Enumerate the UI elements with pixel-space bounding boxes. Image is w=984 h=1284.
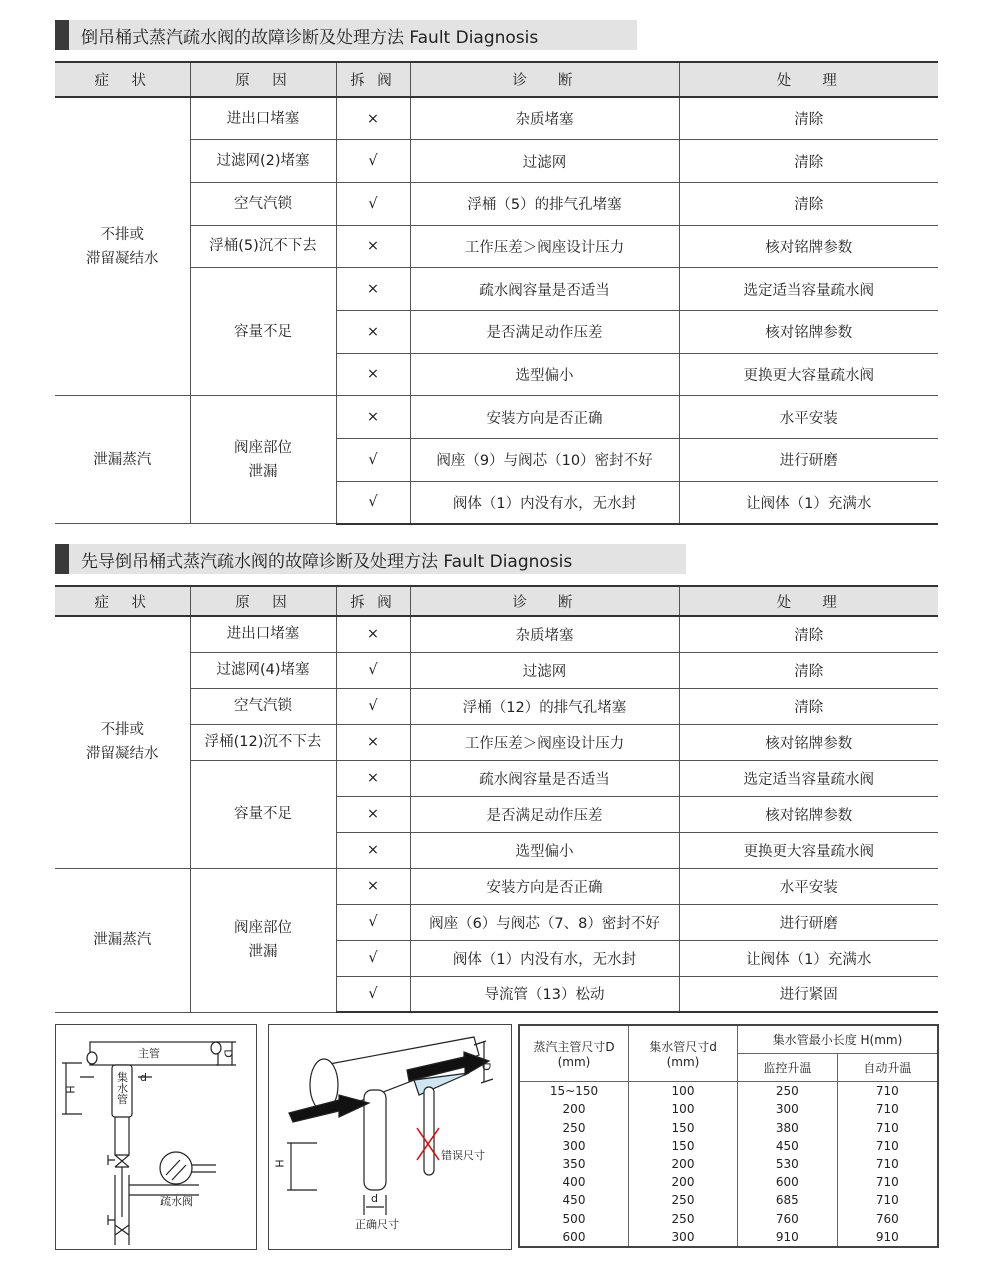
size-cell: 150 bbox=[629, 1137, 738, 1155]
cause-cell: 容量不足 bbox=[190, 268, 336, 396]
symptom-cell: 不排或 滞留凝结水 bbox=[55, 616, 190, 868]
remedy-cell: 让阀体（1）充满水 bbox=[679, 481, 938, 524]
correct-size-label: 正确尺寸 bbox=[355, 1218, 399, 1231]
diagnosis-cell: 过滤网 bbox=[410, 140, 679, 183]
cause-cell: 进出口堵塞 bbox=[190, 616, 336, 652]
size-cell: 300 bbox=[629, 1228, 738, 1247]
remedy-cell: 选定适当容量疏水阀 bbox=[679, 268, 938, 311]
diagnosis-cell: 导流管（13）松动 bbox=[410, 976, 679, 1012]
H-label: H bbox=[272, 1159, 286, 1168]
d-label: d bbox=[140, 1071, 147, 1084]
remove-mark: √ bbox=[336, 140, 410, 183]
cause-cell: 浮桶(5)沉不下去 bbox=[190, 225, 336, 268]
table-row bbox=[55, 616, 938, 652]
trap-label: 疏水阀 bbox=[160, 1195, 193, 1208]
cause-cell: 容量不足 bbox=[190, 760, 336, 868]
header-diagnosis: 诊 断 bbox=[410, 586, 679, 616]
remove-mark: × bbox=[336, 760, 410, 796]
title-marker bbox=[55, 20, 69, 50]
size-cell: 250 bbox=[738, 1082, 838, 1101]
section2-title-bar bbox=[55, 544, 686, 574]
section1-title-bar bbox=[55, 20, 637, 50]
remove-mark: × bbox=[336, 353, 410, 396]
remove-mark: × bbox=[336, 616, 410, 652]
remove-mark: √ bbox=[336, 940, 410, 976]
size-row bbox=[519, 1210, 938, 1228]
table-row bbox=[55, 97, 938, 140]
diagnosis-cell: 阀体（1）内没有水，无水封 bbox=[410, 940, 679, 976]
remove-mark: √ bbox=[336, 481, 410, 524]
remedy-cell: 水平安装 bbox=[679, 396, 938, 439]
size-cell: 600 bbox=[519, 1228, 629, 1247]
size-row bbox=[519, 1100, 938, 1118]
install-diagram-2 bbox=[268, 1024, 512, 1250]
size-cell: 760 bbox=[738, 1210, 838, 1228]
size-cell: 200 bbox=[629, 1173, 738, 1191]
diagnosis-cell: 浮桶（5）的排气孔堵塞 bbox=[410, 182, 679, 225]
install-diagram-1 bbox=[55, 1024, 257, 1250]
remedy-cell: 核对铭牌参数 bbox=[679, 225, 938, 268]
title-marker bbox=[55, 544, 69, 574]
fault-table-1 bbox=[55, 61, 938, 525]
diagnosis-cell: 是否满足动作压差 bbox=[410, 796, 679, 832]
cause-cell: 进出口堵塞 bbox=[190, 97, 336, 140]
size-row bbox=[519, 1155, 938, 1173]
diagnosis-cell: 阀座（6）与阀芯（7、8）密封不好 bbox=[410, 904, 679, 940]
size-cell: 200 bbox=[519, 1100, 629, 1118]
size-row bbox=[519, 1173, 938, 1191]
remedy-cell: 选定适当容量疏水阀 bbox=[679, 760, 938, 796]
header-remove: 拆 阀 bbox=[336, 62, 410, 97]
size-row bbox=[519, 1191, 938, 1209]
symptom-cell: 不排或 滞留凝结水 bbox=[55, 97, 190, 396]
size-table bbox=[518, 1024, 939, 1248]
size-cell: 710 bbox=[837, 1082, 938, 1101]
collector-label: 集 水 管 bbox=[117, 1071, 128, 1106]
diagnosis-cell: 工作压差＞阀座设计压力 bbox=[410, 724, 679, 760]
header-collector: 集水管尺寸d (mm) bbox=[629, 1025, 738, 1082]
size-cell: 200 bbox=[629, 1155, 738, 1173]
d-label: d bbox=[371, 1192, 378, 1205]
symptom-cell: 泄漏蒸汽 bbox=[55, 868, 190, 1012]
remove-mark: √ bbox=[336, 652, 410, 688]
remedy-cell: 进行紧固 bbox=[679, 976, 938, 1012]
diagnosis-cell: 阀体（1）内没有水，无水封 bbox=[410, 481, 679, 524]
diagnosis-cell: 是否满足动作压差 bbox=[410, 310, 679, 353]
header-min-length: 集水管最小长度 H(mm) bbox=[738, 1025, 939, 1053]
size-row bbox=[519, 1119, 938, 1137]
size-cell: 350 bbox=[519, 1155, 629, 1173]
size-cell: 710 bbox=[837, 1155, 938, 1173]
header-monitor: 监控升温 bbox=[738, 1053, 838, 1081]
cause-cell: 阀座部位 泄漏 bbox=[190, 396, 336, 524]
size-row bbox=[519, 1082, 938, 1101]
remedy-cell: 进行研磨 bbox=[679, 904, 938, 940]
diagnosis-cell: 选型偏小 bbox=[410, 353, 679, 396]
diagnosis-cell: 疏水阀容量是否适当 bbox=[410, 760, 679, 796]
D-label: D bbox=[221, 1049, 235, 1058]
remove-mark: √ bbox=[336, 688, 410, 724]
D-label: D bbox=[479, 1062, 493, 1071]
size-cell: 710 bbox=[837, 1191, 938, 1209]
fault-table-2 bbox=[55, 585, 938, 1013]
remedy-cell: 清除 bbox=[679, 182, 938, 225]
remove-mark: × bbox=[336, 225, 410, 268]
size-cell: 250 bbox=[519, 1119, 629, 1137]
size-cell: 100 bbox=[629, 1100, 738, 1118]
header-remedy: 处 理 bbox=[679, 586, 938, 616]
diagnosis-cell: 选型偏小 bbox=[410, 832, 679, 868]
size-cell: 250 bbox=[629, 1210, 738, 1228]
remedy-cell: 核对铭牌参数 bbox=[679, 310, 938, 353]
cause-cell: 浮桶(12)沉不下去 bbox=[190, 724, 336, 760]
remedy-cell: 更换更大容量疏水阀 bbox=[679, 353, 938, 396]
header-diagnosis: 诊 断 bbox=[410, 62, 679, 97]
size-cell: 15~150 bbox=[519, 1082, 629, 1101]
size-row bbox=[519, 1137, 938, 1155]
size-cell: 300 bbox=[519, 1137, 629, 1155]
size-cell: 450 bbox=[519, 1191, 629, 1209]
diagnosis-cell: 安装方向是否正确 bbox=[410, 396, 679, 439]
cause-cell: 空气汽锁 bbox=[190, 182, 336, 225]
diagnosis-cell: 安装方向是否正确 bbox=[410, 868, 679, 904]
size-cell: 685 bbox=[738, 1191, 838, 1209]
remedy-cell: 进行研磨 bbox=[679, 439, 938, 482]
diagnosis-cell: 杂质堵塞 bbox=[410, 616, 679, 652]
size-cell: 450 bbox=[738, 1137, 838, 1155]
section1-title: 倒吊桶式蒸汽疏水阀的故障诊断及处理方法 Fault Diagnosis bbox=[81, 27, 539, 48]
size-cell: 710 bbox=[837, 1100, 938, 1118]
main-pipe-label: 主管 bbox=[138, 1047, 160, 1060]
remedy-cell: 更换更大容量疏水阀 bbox=[679, 832, 938, 868]
remove-mark: √ bbox=[336, 439, 410, 482]
remove-mark: × bbox=[336, 396, 410, 439]
remove-mark: × bbox=[336, 796, 410, 832]
diagnosis-cell: 阀座（9）与阀芯（10）密封不好 bbox=[410, 439, 679, 482]
header-remedy: 处 理 bbox=[679, 62, 938, 97]
header-auto: 自动升温 bbox=[837, 1053, 938, 1081]
remove-mark: × bbox=[336, 724, 410, 760]
remedy-cell: 清除 bbox=[679, 140, 938, 183]
wrong-size-label: 错误尺寸 bbox=[441, 1149, 485, 1162]
size-cell: 910 bbox=[837, 1228, 938, 1247]
header-cause: 原 因 bbox=[190, 62, 336, 97]
cause-cell: 过滤网(2)堵塞 bbox=[190, 140, 336, 183]
header-remove: 拆 阀 bbox=[336, 586, 410, 616]
remove-mark: × bbox=[336, 868, 410, 904]
header-cause: 原 因 bbox=[190, 586, 336, 616]
size-cell: 500 bbox=[519, 1210, 629, 1228]
remove-mark: × bbox=[336, 97, 410, 140]
size-cell: 250 bbox=[629, 1191, 738, 1209]
remedy-cell: 清除 bbox=[679, 616, 938, 652]
remedy-cell: 清除 bbox=[679, 97, 938, 140]
size-cell: 530 bbox=[738, 1155, 838, 1173]
remedy-cell: 核对铭牌参数 bbox=[679, 724, 938, 760]
remove-mark: √ bbox=[336, 182, 410, 225]
size-cell: 150 bbox=[629, 1119, 738, 1137]
size-cell: 100 bbox=[629, 1082, 738, 1101]
size-cell: 710 bbox=[837, 1137, 938, 1155]
size-cell: 400 bbox=[519, 1173, 629, 1191]
section2-title: 先导倒吊桶式蒸汽疏水阀的故障诊断及处理方法 Fault Diagnosis bbox=[81, 551, 573, 572]
remedy-cell: 清除 bbox=[679, 652, 938, 688]
diagnosis-cell: 疏水阀容量是否适当 bbox=[410, 268, 679, 311]
cause-cell: 阀座部位 泄漏 bbox=[190, 868, 336, 1012]
size-cell: 710 bbox=[837, 1173, 938, 1191]
size-cell: 710 bbox=[837, 1119, 938, 1137]
remove-mark: × bbox=[336, 268, 410, 311]
size-cell: 300 bbox=[738, 1100, 838, 1118]
table-row bbox=[55, 396, 938, 439]
header-symptom: 症 状 bbox=[55, 62, 190, 97]
diagnosis-cell: 浮桶（12）的排气孔堵塞 bbox=[410, 688, 679, 724]
symptom-cell: 泄漏蒸汽 bbox=[55, 396, 190, 524]
diagnosis-cell: 杂质堵塞 bbox=[410, 97, 679, 140]
size-cell: 380 bbox=[738, 1119, 838, 1137]
cause-cell: 空气汽锁 bbox=[190, 688, 336, 724]
size-row bbox=[519, 1228, 938, 1247]
cause-cell: 过滤网(4)堵塞 bbox=[190, 652, 336, 688]
remove-mark: × bbox=[336, 310, 410, 353]
size-cell: 600 bbox=[738, 1173, 838, 1191]
remedy-cell: 清除 bbox=[679, 688, 938, 724]
diagnosis-cell: 过滤网 bbox=[410, 652, 679, 688]
diagnosis-cell: 工作压差＞阀座设计压力 bbox=[410, 225, 679, 268]
remove-mark: × bbox=[336, 832, 410, 868]
remedy-cell: 核对铭牌参数 bbox=[679, 796, 938, 832]
remove-mark: √ bbox=[336, 904, 410, 940]
header-symptom: 症 状 bbox=[55, 586, 190, 616]
header-main-pipe: 蒸汽主管尺寸D (mm) bbox=[519, 1025, 629, 1082]
H-label: H bbox=[63, 1085, 77, 1094]
table-row bbox=[55, 868, 938, 904]
remove-mark: √ bbox=[336, 976, 410, 1012]
size-cell: 910 bbox=[738, 1228, 838, 1247]
remedy-cell: 让阀体（1）充满水 bbox=[679, 940, 938, 976]
size-cell: 760 bbox=[837, 1210, 938, 1228]
remedy-cell: 水平安装 bbox=[679, 868, 938, 904]
